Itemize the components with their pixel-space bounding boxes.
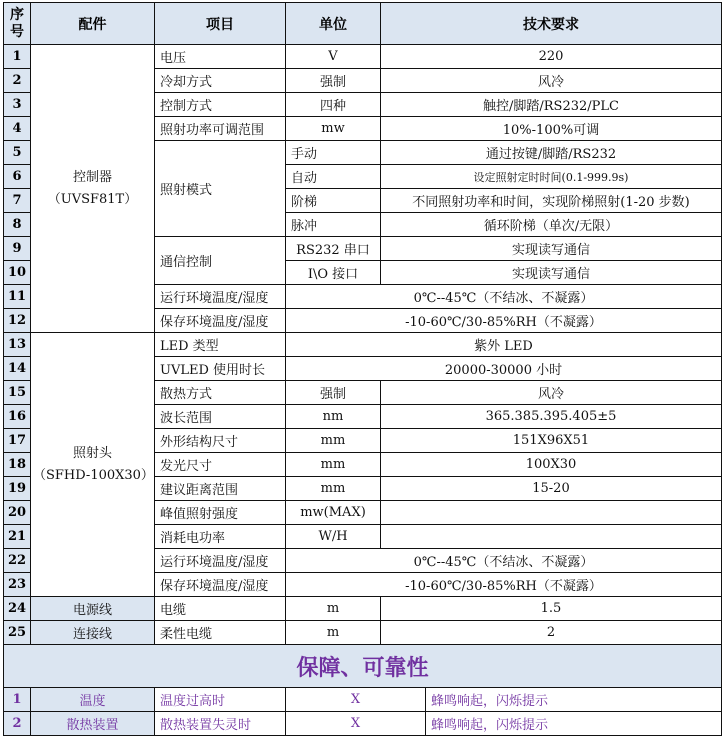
unit-cell: V <box>286 45 381 69</box>
header-no <box>4 3 31 45</box>
table-row <box>4 688 722 712</box>
table-header-row <box>4 3 722 45</box>
requirement-cell: 1.5 <box>381 597 722 621</box>
requirement-cell: 蜂鸣响起，闪烁提示 <box>426 688 722 712</box>
unit-cell: 阶梯 <box>286 189 381 213</box>
requirement-cell: 不同照射功率和时间，实现阶梯照射(1-20 步数) <box>381 189 722 213</box>
requirement-cell <box>381 525 722 549</box>
row-number: 23 <box>4 573 31 597</box>
requirement-cell: -10-60℃/30-85%RH（不凝露） <box>286 309 722 333</box>
requirement-cell: 循环阶梯（单次/无限） <box>381 213 722 237</box>
row-number: 1 <box>4 688 31 712</box>
unit-cell: 强制 <box>286 69 381 93</box>
row-number: 16 <box>4 405 31 429</box>
item-cell: 散热方式 <box>155 381 286 405</box>
requirement-cell: 151X96X51 <box>381 429 722 453</box>
part-cell: 电源线 <box>31 597 155 621</box>
part-irradiation-head <box>31 333 155 597</box>
requirement-cell: 100X30 <box>381 453 722 477</box>
table-row <box>4 621 722 645</box>
item-cell: UVLED 使用时长 <box>155 357 286 381</box>
table-row <box>4 333 722 357</box>
row-number: 7 <box>4 189 31 213</box>
item-group-communication: 通信控制 <box>155 237 286 285</box>
row-number: 15 <box>4 381 31 405</box>
item-cell: 发光尺寸 <box>155 453 286 477</box>
unit-cell: mm <box>286 453 381 477</box>
unit-cell: mm <box>286 429 381 453</box>
item-cell: 控制方式 <box>155 93 286 117</box>
requirement-cell: 风冷 <box>381 381 722 405</box>
unit-cell: mw(MAX) <box>286 501 381 525</box>
row-number: 2 <box>4 712 31 736</box>
requirement-cell: 365.385.395.405±5 <box>381 405 722 429</box>
item-cell: 照射功率可调范围 <box>155 117 286 141</box>
item-cell: 柔性电缆 <box>155 621 286 645</box>
requirement-cell: 蜂鸣响起，闪烁提示 <box>426 712 722 736</box>
header-unit: 单位 <box>286 3 381 45</box>
spec-table <box>3 2 722 736</box>
requirement-cell: 20000-30000 小时 <box>286 357 722 381</box>
item-cell: 外形结构尺寸 <box>155 429 286 453</box>
header-item: 项目 <box>155 3 286 45</box>
table-row <box>4 712 722 736</box>
row-number: 14 <box>4 357 31 381</box>
unit-cell: 自动 <box>286 165 381 189</box>
unit-cell: RS232 串口 <box>286 237 381 261</box>
requirement-cell: 实现读写通信 <box>381 261 722 285</box>
table-row <box>4 597 722 621</box>
row-number: 24 <box>4 597 31 621</box>
requirement-cell: 触控/脚踏/RS232/PLC <box>381 93 722 117</box>
item-cell: 波长范围 <box>155 405 286 429</box>
requirement-cell: 实现读写通信 <box>381 237 722 261</box>
table-row <box>4 45 722 69</box>
head-name: 照射头 <box>72 445 112 461</box>
requirement-cell: 2 <box>381 621 722 645</box>
unit-cell: mw <box>286 117 381 141</box>
unit-cell: 四种 <box>286 93 381 117</box>
section-title-row <box>4 645 722 688</box>
requirement-cell: 设定照射定时时间(0.1-999.9s) <box>381 165 722 189</box>
unit-cell: 脉冲 <box>286 213 381 237</box>
row-number: 12 <box>4 309 31 333</box>
unit-cell: W/H <box>286 525 381 549</box>
row-number: 21 <box>4 525 31 549</box>
row-number: 1 <box>4 45 31 69</box>
requirement-cell: 220 <box>381 45 722 69</box>
header-requirement: 技术要求 <box>381 3 722 45</box>
item-cell: 运行环境温度/湿度 <box>155 285 286 309</box>
row-number: 17 <box>4 429 31 453</box>
row-number: 13 <box>4 333 31 357</box>
item-cell: 散热装置失灵时 <box>155 712 286 736</box>
unit-cell: 手动 <box>286 141 381 165</box>
row-number: 4 <box>4 117 31 141</box>
requirement-cell: 0℃--45℃（不结冰、不凝露） <box>286 285 722 309</box>
unit-cell: 强制 <box>286 381 381 405</box>
requirement-cell: 10%-100%可调 <box>381 117 722 141</box>
section-title: 保障、可靠性 <box>4 645 722 688</box>
item-cell: 消耗电功率 <box>155 525 286 549</box>
item-cell: 保存环境温度/湿度 <box>155 309 286 333</box>
requirement-cell <box>381 501 722 525</box>
row-number: 25 <box>4 621 31 645</box>
part-cell: 温度 <box>31 688 155 712</box>
item-cell: LED 类型 <box>155 333 286 357</box>
row-number: 11 <box>4 285 31 309</box>
row-number: 18 <box>4 453 31 477</box>
unit-cell: m <box>286 621 381 645</box>
row-number: 5 <box>4 141 31 165</box>
unit-cell: mm <box>286 477 381 501</box>
head-model: （SFHD-100X30） <box>33 467 154 483</box>
item-group-modes: 照射模式 <box>155 141 286 237</box>
mark-cell: X <box>286 712 426 736</box>
requirement-cell: 0℃--45℃（不结冰、不凝露） <box>286 549 722 573</box>
part-cell: 连接线 <box>31 621 155 645</box>
header-no-label: 序 号 <box>10 6 24 40</box>
part-cell: 散热装置 <box>31 712 155 736</box>
item-cell: 保存环境温度/湿度 <box>155 573 286 597</box>
row-number: 9 <box>4 237 31 261</box>
unit-cell: m <box>286 597 381 621</box>
mark-cell: X <box>286 688 426 712</box>
requirement-cell: 风冷 <box>381 69 722 93</box>
item-cell: 电缆 <box>155 597 286 621</box>
requirement-cell: 15-20 <box>381 477 722 501</box>
item-cell: 温度过高时 <box>155 688 286 712</box>
part-controller <box>31 45 155 333</box>
item-cell: 建议距离范围 <box>155 477 286 501</box>
row-number: 8 <box>4 213 31 237</box>
item-cell: 电压 <box>155 45 286 69</box>
row-number: 20 <box>4 501 31 525</box>
header-part: 配件 <box>31 3 155 45</box>
controller-model: （UVSF81T） <box>47 191 138 207</box>
requirement-cell: 通过按键/脚踏/RS232 <box>381 141 722 165</box>
row-number: 3 <box>4 93 31 117</box>
unit-cell: I\O 接口 <box>286 261 381 285</box>
item-cell: 冷却方式 <box>155 69 286 93</box>
row-number: 22 <box>4 549 31 573</box>
row-number: 19 <box>4 477 31 501</box>
item-cell: 运行环境温度/湿度 <box>155 549 286 573</box>
requirement-cell: 紫外 LED <box>286 333 722 357</box>
requirement-cell: -10-60℃/30-85%RH（不凝露） <box>286 573 722 597</box>
item-cell: 峰值照射强度 <box>155 501 286 525</box>
unit-cell: nm <box>286 405 381 429</box>
row-number: 6 <box>4 165 31 189</box>
row-number: 2 <box>4 69 31 93</box>
row-number: 10 <box>4 261 31 285</box>
controller-name: 控制器 <box>72 169 112 185</box>
